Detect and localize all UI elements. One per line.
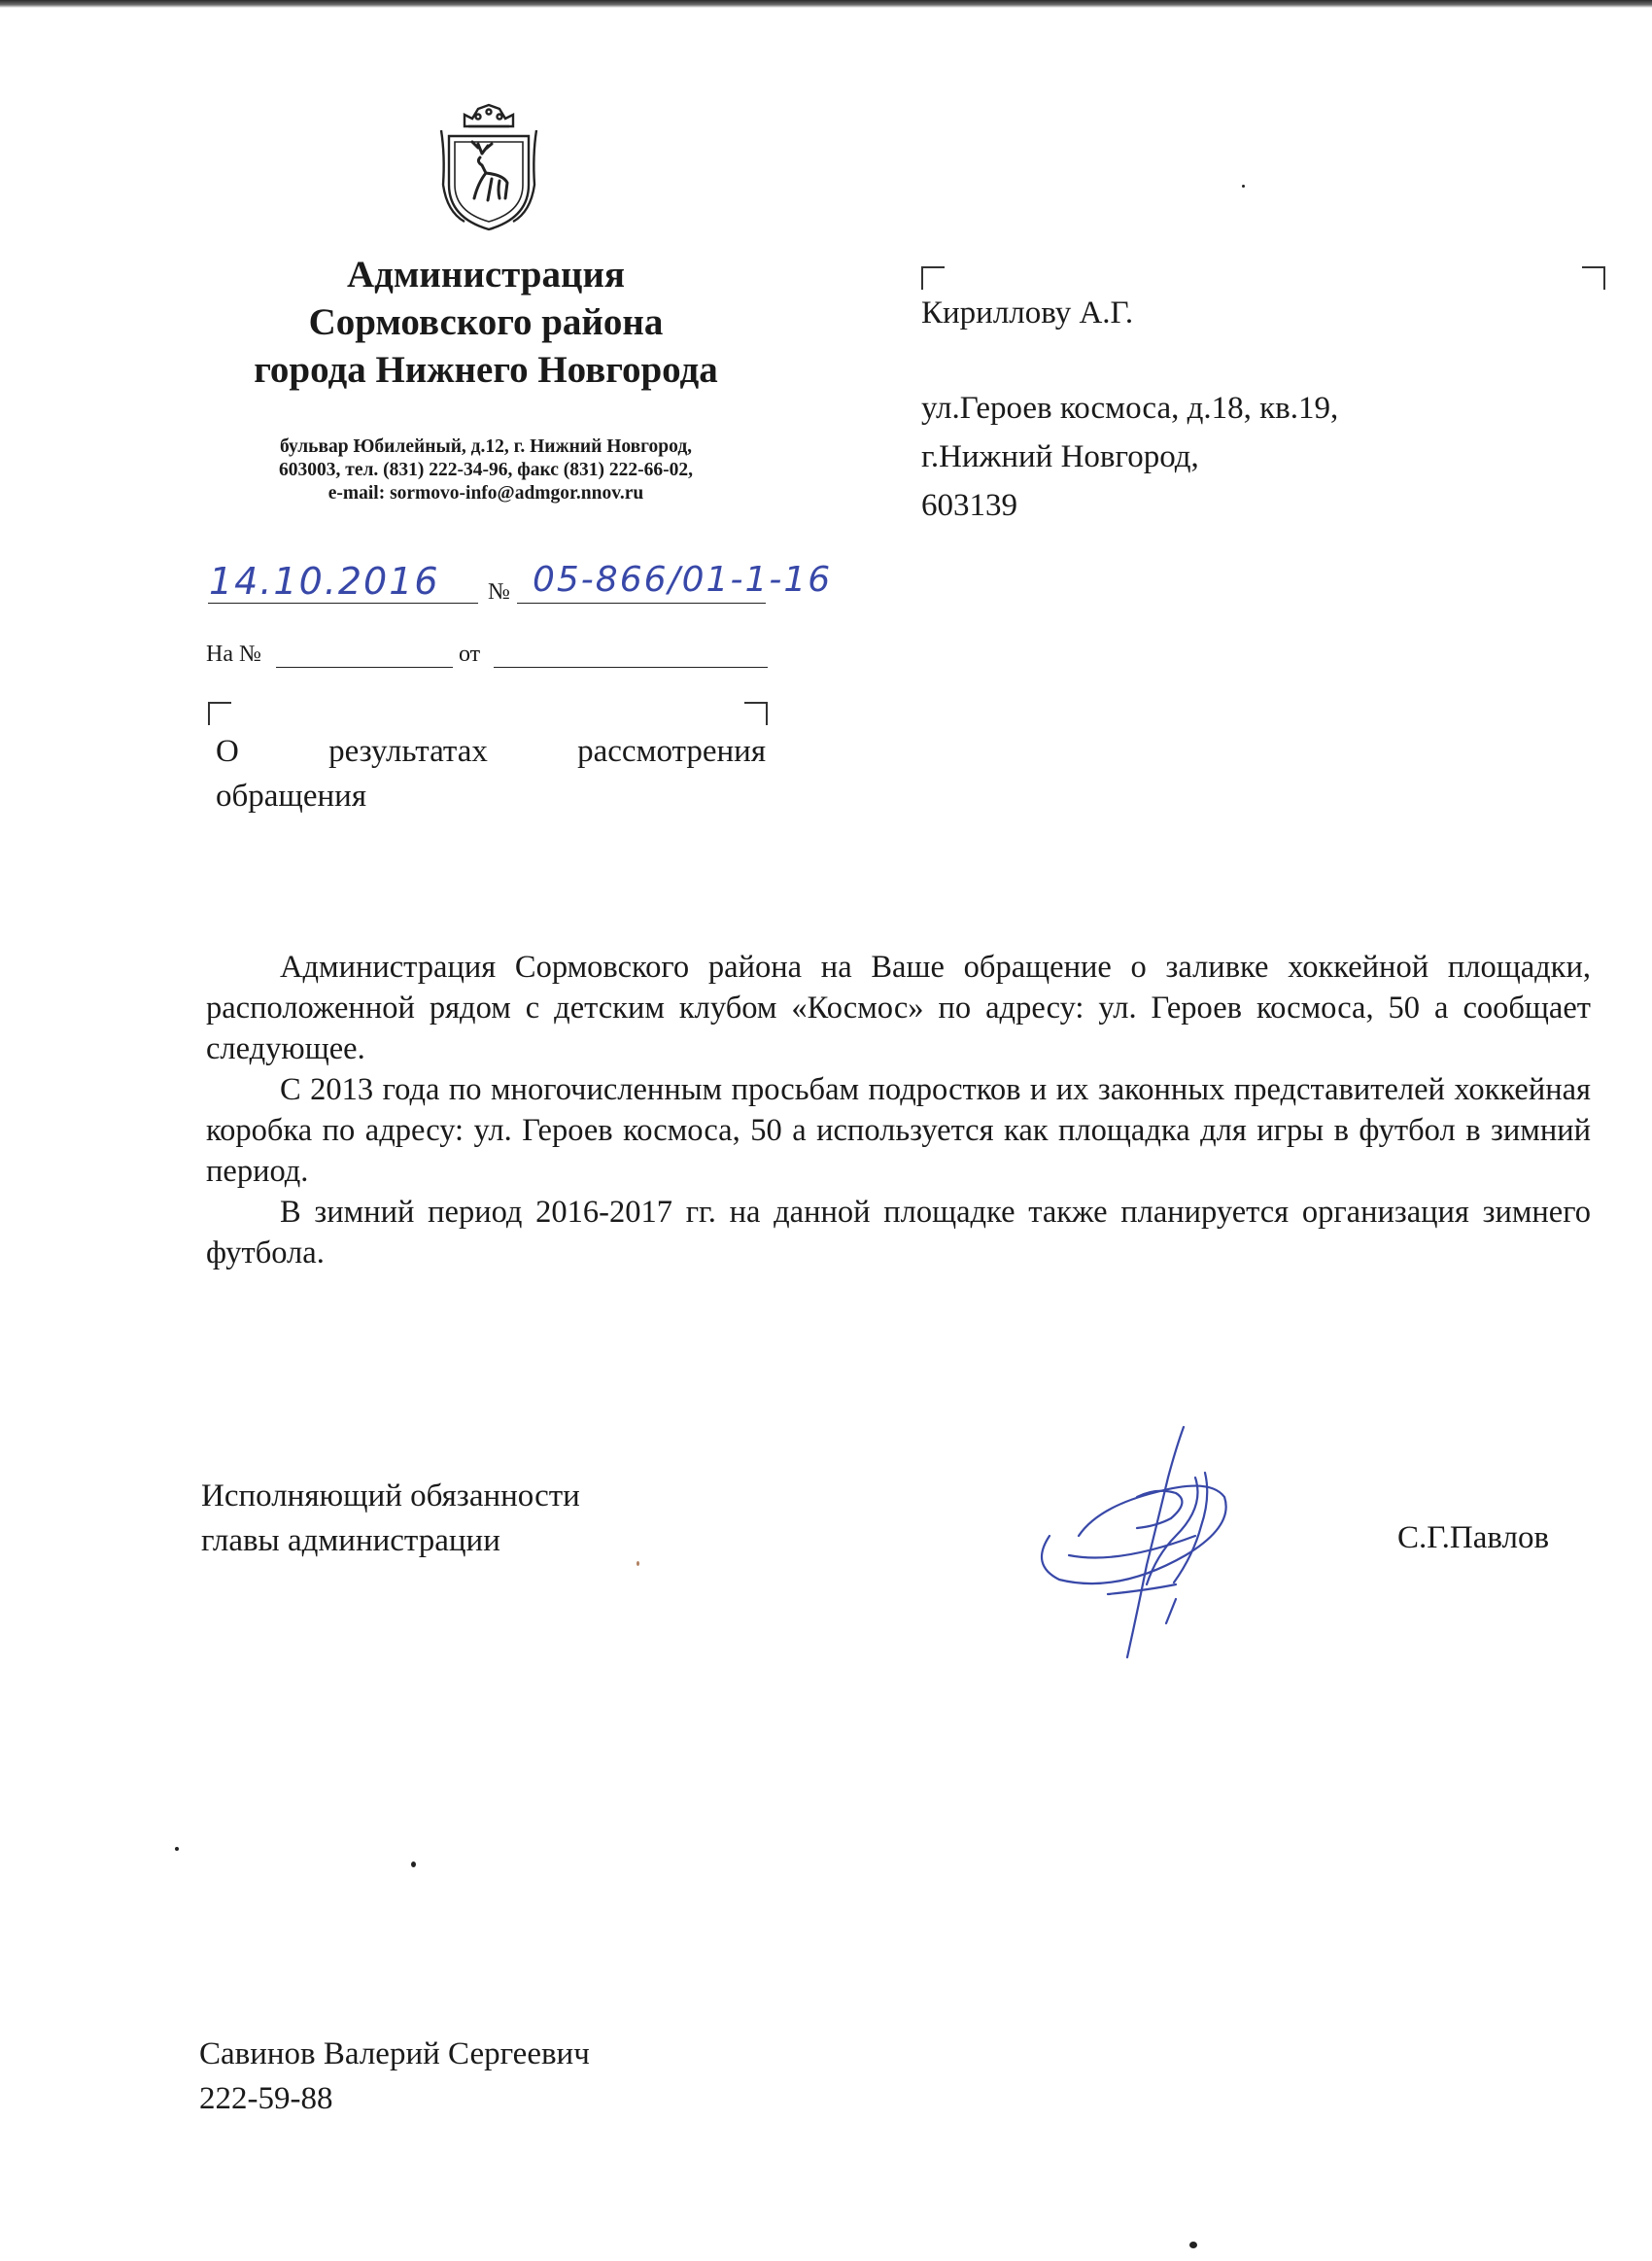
recipient-address-line: ул.Героев космоса, д.18, кв.19, xyxy=(921,391,1339,426)
scan-speck xyxy=(637,1561,639,1566)
org-line: Сормовского района xyxy=(308,301,664,343)
from-label: от xyxy=(459,642,481,667)
registration-number: 05-866/01-1-16 xyxy=(533,560,833,600)
subject xyxy=(216,729,766,818)
executor-name: Савинов Валерий Сергеевич xyxy=(199,2036,590,2071)
scan-edge xyxy=(0,0,1652,8)
body-paragraph: Администрация Сормовского района на Ваше обращение о заливке хоккейной площадки, расположенной рядом с детским клубом «Космос» по адресу: ул. Героев космоса, 50 а сообщает следующее. xyxy=(206,950,1591,1066)
subject-word: О xyxy=(216,734,239,769)
address-line: 603003, тел. (831) 222-34-96, факс (831) 222-66-02, xyxy=(278,460,694,480)
organization-name xyxy=(175,251,797,394)
subject-bracket-left xyxy=(208,702,231,725)
body-paragraph: В зимний период 2016-2017 гг. на данной площадке также планируется организация зимнего футбола. xyxy=(206,1195,1591,1270)
scan-speck xyxy=(1242,185,1245,188)
org-line: Администрация xyxy=(346,254,626,296)
signatory-title xyxy=(201,1474,580,1563)
signatory-title-line: главы администрации xyxy=(201,1523,500,1558)
address-line: e-mail: sormovo-info@admgor.nnov.ru xyxy=(327,483,644,504)
recipient-address-line: г.Нижний Новгород, xyxy=(921,439,1199,474)
scan-speck xyxy=(1189,2242,1197,2248)
letter-body xyxy=(206,947,1591,1273)
from-date-underline xyxy=(494,667,768,668)
signatory-name: С.Г.Павлов xyxy=(1397,1520,1550,1555)
recipient-bracket-left xyxy=(921,266,945,290)
scan-speck xyxy=(411,1861,416,1867)
subject-word: рассмотрения xyxy=(577,734,766,769)
address-line: бульвар Юбилейный, д.12, г. Нижний Новгород, xyxy=(279,436,693,457)
nizhny-novgorod-deer-crest-icon xyxy=(435,97,542,233)
executor xyxy=(199,2032,590,2121)
recipient-postcode: 603139 xyxy=(921,488,1017,523)
subject-line: обращения xyxy=(216,779,366,814)
org-line: города Нижнего Новгорода xyxy=(254,349,718,391)
registration-date: 14.10.2016 xyxy=(209,560,440,603)
reply-to-label: На № xyxy=(206,642,261,667)
organization-address xyxy=(175,435,797,505)
reply-number-underline xyxy=(276,667,453,668)
signatory-title-line: Исполняющий обязанности xyxy=(201,1478,580,1513)
recipient-name: Кириллову А.Г. xyxy=(921,296,1134,330)
handwritten-signature xyxy=(1011,1419,1302,1672)
body-paragraph: С 2013 года по многочисленным просьбам подростков и их законных представителей хоккейная коробка по адресу: ул. Героев космоса, 50 а используется как площадка для игры в футбол в зимний период. xyxy=(206,1072,1591,1189)
number-sign: № xyxy=(488,579,510,605)
subject-word: результатах xyxy=(328,734,488,769)
date-underline xyxy=(208,603,478,604)
recipient-bracket-right xyxy=(1582,266,1605,290)
subject-bracket-right xyxy=(744,702,768,725)
scan-speck xyxy=(175,1847,179,1851)
number-underline xyxy=(517,603,766,604)
executor-phone: 222-59-88 xyxy=(199,2081,333,2116)
